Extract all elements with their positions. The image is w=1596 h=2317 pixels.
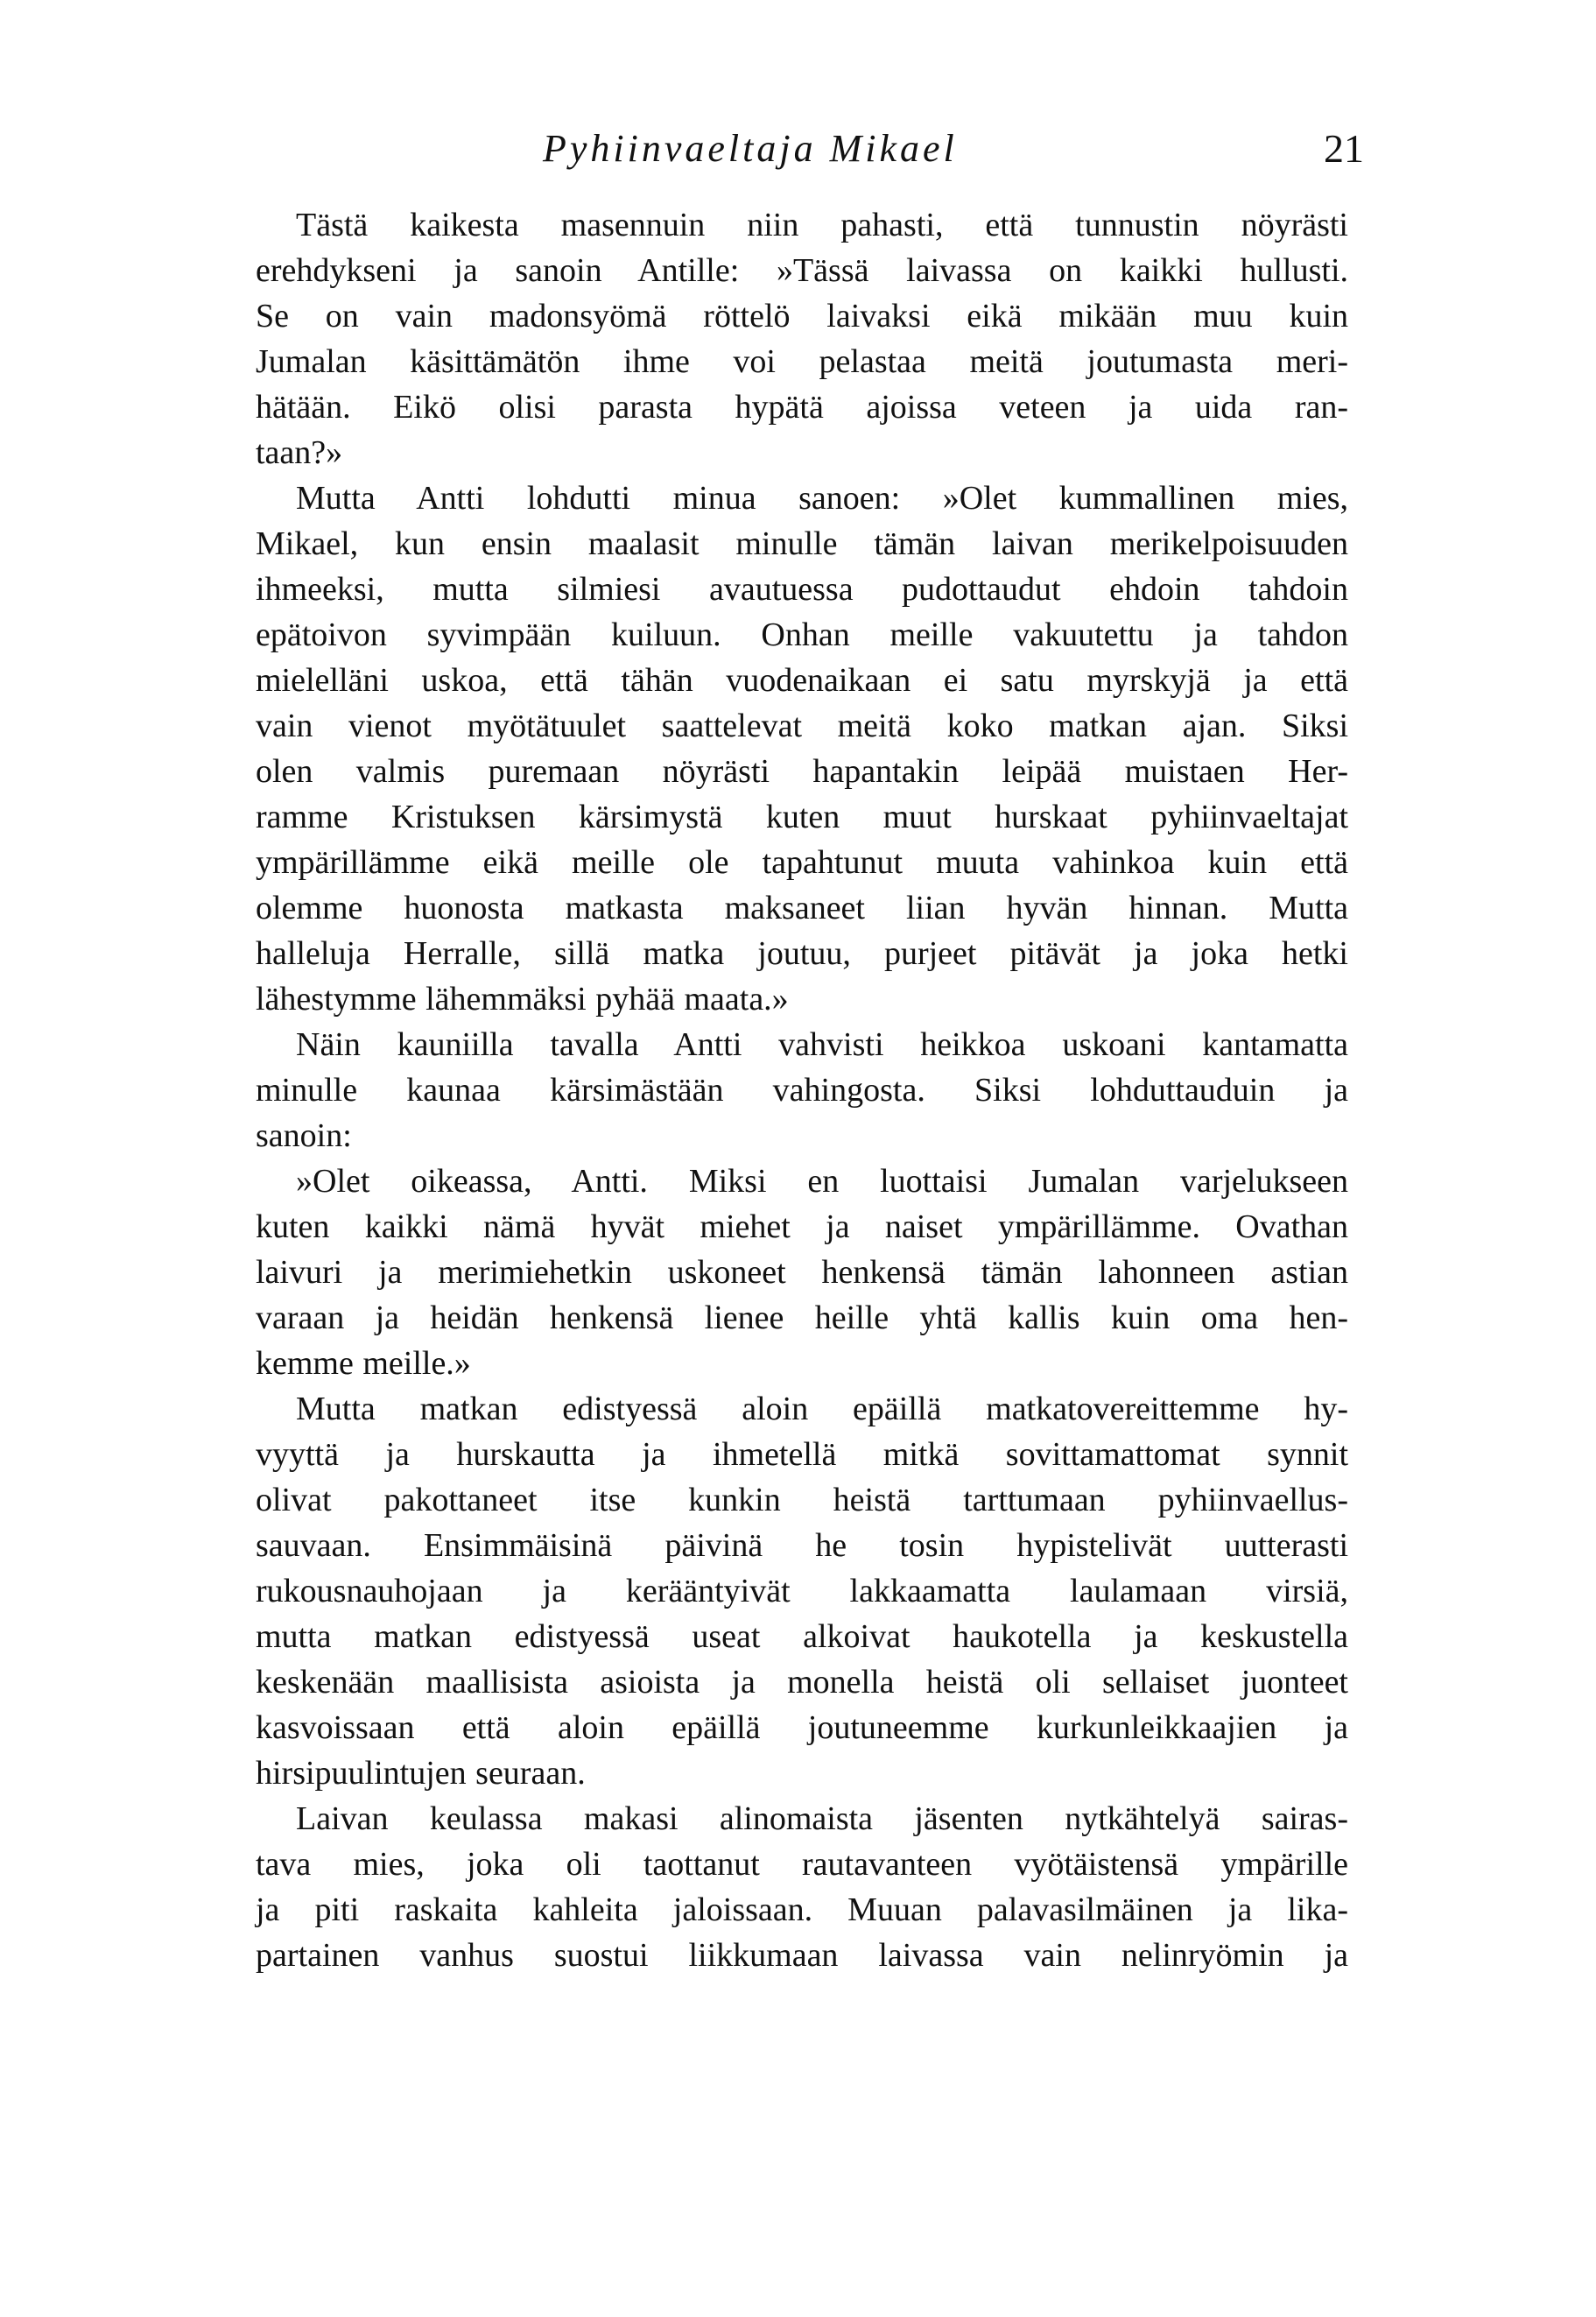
running-head: Pyhiinvaeltaja Mikael: [543, 127, 958, 170]
text-line: taan?»: [256, 434, 343, 471]
text-line: Laivan keulassa makasi alinomaista jäsenten nytkähtelyä sairas-: [296, 1800, 1348, 1837]
text-line: kemme meille.»: [256, 1345, 471, 1382]
text-line: vain vienot myötätuulet saattelevat meitä koko matkan ajan. Siksi: [256, 708, 1348, 744]
text-line: epätoivon syvimpään kuiluun. Onhan meille vakuutettu ja tahdon: [256, 616, 1348, 653]
text-line: vyyttä ja hurskautta ja ihmetellä mitkä sovittamattomat synnit: [256, 1436, 1348, 1473]
text-line: sauvaan. Ensimmäisinä päivinä he tosin hypistelivät uutterasti: [256, 1527, 1348, 1564]
text-line: olivat pakottaneet itse kunkin heistä tarttumaan pyhiinvaellus-: [256, 1482, 1348, 1518]
text-line: halleluja Herralle, sillä matka joutuu, purjeet pitävät ja joka hetki: [256, 935, 1348, 972]
text-line: Se on vain madonsyömä röttelö laivaksi eikä mikään muu kuin: [256, 298, 1348, 335]
text-line: laivuri ja merimiehetkin uskoneet henkensä tämän lahonneen astian: [256, 1254, 1348, 1291]
text-line: varaan ja heidän henkensä lienee heille yhtä kallis kuin oma hen-: [256, 1299, 1348, 1336]
text-line: Jumalan käsittämätön ihme voi pelastaa meitä joutumasta meri-: [256, 343, 1348, 380]
text-line: hätään. Eikö olisi parasta hypätä ajoissa veteen ja uida ran-: [256, 389, 1348, 426]
text-line: lähestymme lähemmäksi pyhää maata.»: [256, 981, 789, 1018]
text-line: Näin kauniilla tavalla Antti vahvisti heikkoa uskoani kantamatta: [296, 1026, 1348, 1063]
text-line: Mutta matkan edistyessä aloin epäillä matkatovereittemme hy-: [296, 1391, 1348, 1427]
text-line: sanoin:: [256, 1117, 352, 1154]
text-line: partainen vanhus suostui liikkumaan laivassa vain nelinryömin ja: [256, 1937, 1348, 1974]
text-line: keskenään maallisista asioista ja monella heistä oli sellaiset juonteet: [256, 1664, 1348, 1701]
text-line: ympärillämme eikä meille ole tapahtunut muuta vahinkoa kuin että: [256, 844, 1348, 881]
text-line: mielelläni uskoa, että tähän vuodenaikaan ei satu myrskyjä ja että: [256, 662, 1348, 699]
text-line: rukousnauhojaan ja kerääntyivät lakkaamatta laulamaan virsiä,: [256, 1573, 1348, 1609]
text-line: Mutta Antti lohdutti minua sanoen: »Olet kummallinen mies,: [296, 480, 1348, 517]
text-line: mutta matkan edistyessä useat alkoivat haukotella ja keskustella: [256, 1618, 1348, 1655]
text-line: ihmeeksi, mutta silmiesi avautuessa pudottaudut ehdoin tahdoin: [256, 571, 1348, 608]
page-number: 21: [1324, 126, 1364, 171]
text-line: tava mies, joka oli taottanut rautavanteen vyötäistensä ympärille: [256, 1846, 1348, 1883]
text-line: erehdykseni ja sanoin Antille: »Tässä laivassa on kaikki hullusti.: [256, 252, 1348, 289]
text-line: hirsipuulintujen seuraan.: [256, 1755, 586, 1792]
text-line: Tästä kaikesta masennuin niin pahasti, että tunnustin nöyrästi: [296, 207, 1348, 243]
text-line: kuten kaikki nämä hyvät miehet ja naiset ympärillämme. Ovathan: [256, 1208, 1348, 1245]
text-line: minulle kaunaa kärsimästään vahingosta. Siksi lohduttauduin ja: [256, 1072, 1348, 1109]
text-line: ja piti raskaita kahleita jaloissaan. Muuan palavasilmäinen ja lika-: [256, 1891, 1348, 1928]
body-text: [256, 202, 1348, 1978]
text-line: olen valmis puremaan nöyrästi hapantakin leipää muistaen Her-: [256, 753, 1348, 790]
text-line: »Olet oikeassa, Antti. Miksi en luottaisi Jumalan varjelukseen: [296, 1163, 1348, 1200]
text-line: Mikael, kun ensin maalasit minulle tämän laivan merikelpoisuuden: [256, 525, 1348, 562]
text-line: olemme huonosta matkasta maksaneet liian hyvän hinnan. Mutta: [256, 890, 1348, 926]
text-line: kasvoissaan että aloin epäillä joutuneemme kurkunleikkaajien ja: [256, 1709, 1348, 1746]
text-line: ramme Kristuksen kärsimystä kuten muut hurskaat pyhiinvaeltajat: [256, 799, 1348, 835]
